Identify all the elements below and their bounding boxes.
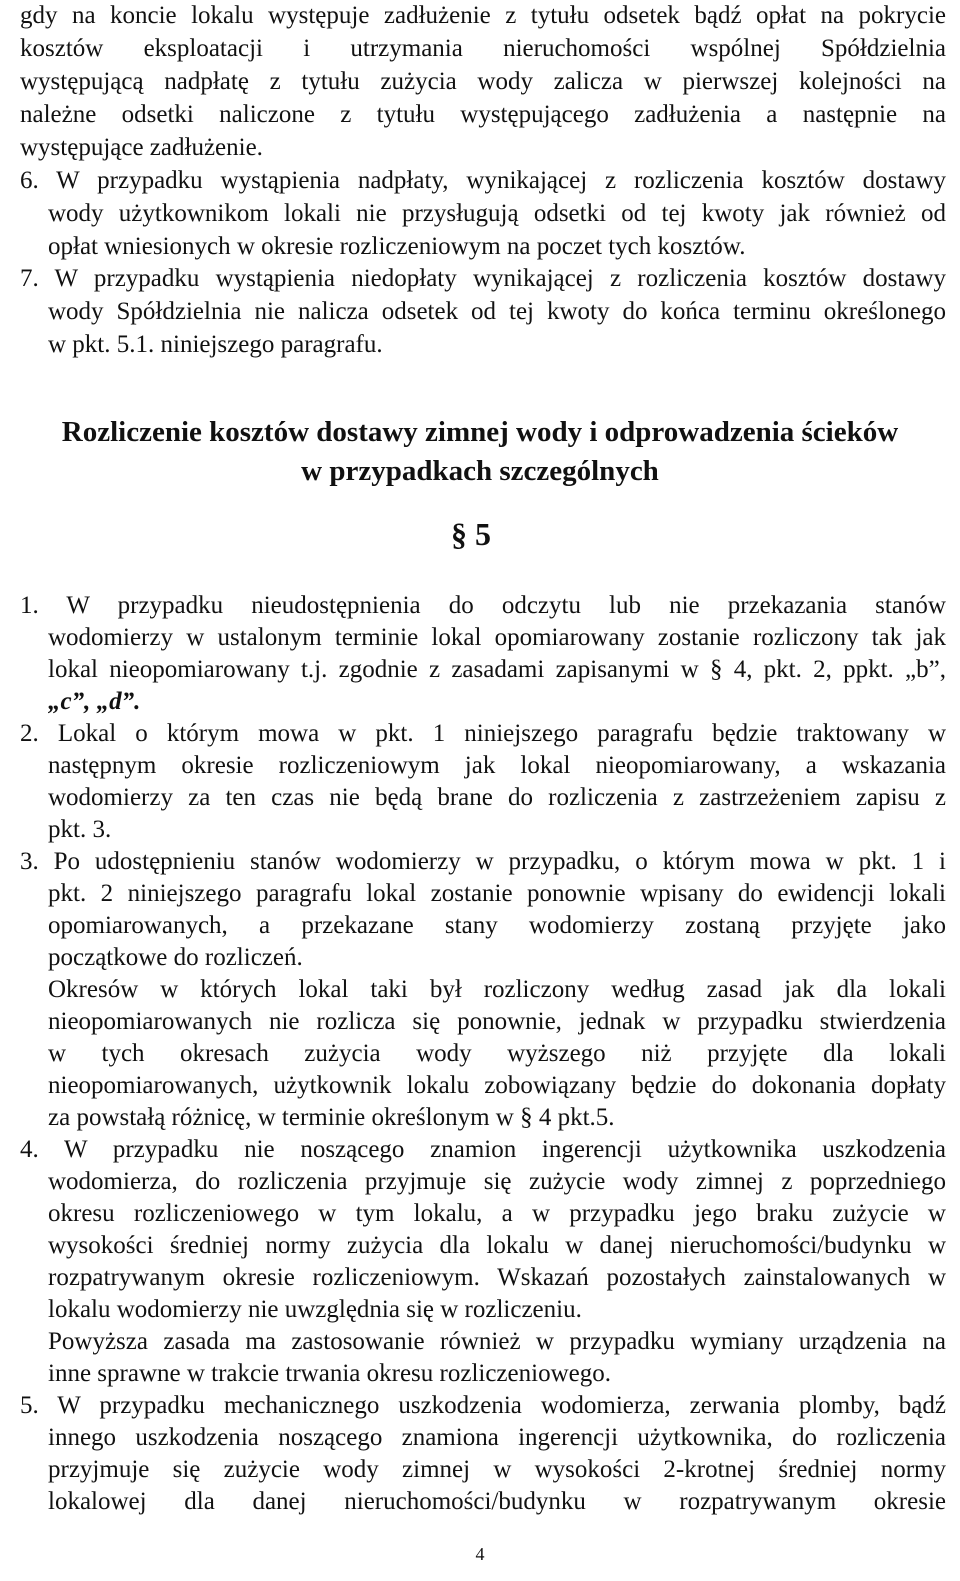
text-line: w tych okresach zużycia wody wyższego niż przyjęte dla lokali xyxy=(48,1040,946,1067)
list-item-2: 2. Lokal o którym mowa w pkt. 1 niniejszego paragrafu będzie traktowany w xyxy=(20,720,946,747)
text-line: wody użytkownikom lokali nie przysługują odsetki od tej kwoty jak również od xyxy=(48,200,946,227)
text-line: początkowe do rozliczeń. xyxy=(48,944,303,971)
list-item-5: 5. W przypadku mechanicznego uszkodzenia wodomierza, zerwania plomby, bądź xyxy=(20,1392,946,1419)
text-line: Powyższa zasada ma zastosowanie również w przypadku wymiany urządzenia na xyxy=(48,1328,946,1355)
text-line: innego uszkodzenia noszącego znamiona ingerencji użytkownika, do rozliczenia xyxy=(48,1424,946,1451)
text-line: rozpatrywanym okresie rozliczeniowym. Wskazań pozostałych zainstalowanych w xyxy=(48,1264,946,1291)
text-line: lokalu wodomierzy nie uwzględnia się w rozliczeniu. xyxy=(48,1296,582,1323)
list-item-6: 6. W przypadku wystąpienia nadpłaty, wynikającej z rozliczenia kosztów dostawy xyxy=(20,167,946,194)
text-line: wodomierza, do rozliczenia przyjmuje się zużycie wody zimnej z poprzedniego xyxy=(48,1168,946,1195)
text-line: za powstałą różnicę, w terminie określonym w § 4 pkt.5. xyxy=(48,1104,615,1131)
text-line: opomiarowanych, a przekazane stany wodomierzy zostaną przyjęte jako xyxy=(48,912,946,939)
text-line: kosztów eksploatacji i utrzymania nieruchomości wspólnej Spółdzielnia xyxy=(20,35,946,62)
text-line: występującą nadpłatę z tytułu zużycia wody zalicza w pierwszej kolejności na xyxy=(20,68,946,95)
section-number: § 5 xyxy=(451,516,491,552)
list-item-1: 1. W przypadku nieudostępnienia do odczytu lub nie przekazania stanów xyxy=(20,592,946,619)
section-heading-line1: Rozliczenie kosztów dostawy zimnej wody i odprowadzenia ścieków xyxy=(61,416,899,448)
text-line: w pkt. 5.1. niniejszego paragrafu. xyxy=(48,331,383,358)
text-line: Okresów w których lokal taki był rozliczony według zasad jak dla lokali xyxy=(48,976,946,1003)
text-line: opłat wniesionych w okresie rozliczeniowym na poczet tych kosztów. xyxy=(48,233,746,260)
list-item-3: 3. Po udostępnieniu stanów wodomierzy w przypadku, o którym mowa w pkt. 1 i xyxy=(20,848,946,875)
text-line: „c”, „d”. xyxy=(48,688,141,715)
text-line: nieopomiarowanych, użytkownik lokalu zobowiązany będzie do dokonania dopłaty xyxy=(48,1072,946,1099)
text-line: lokal nieopomiarowany t.j. zgodnie z zasadami zapisanymi w § 4, pkt. 2, ppkt. „b”, xyxy=(48,656,946,683)
text-line: wodomierzy za ten czas nie będą brane do rozliczenia z zastrzeżeniem zapisu z xyxy=(48,784,946,811)
text-line: lokalowej dla danej nieruchomości/budynku w rozpatrywanym okresie xyxy=(48,1488,946,1515)
text-line: wody Spółdzielnia nie nalicza odsetek od tej kwoty do końca terminu określonego xyxy=(48,298,946,325)
text-line: pkt. 2 niniejszego paragrafu lokal zostanie ponownie wpisany do ewidencji lokali xyxy=(48,880,946,907)
text-line: pkt. 3. xyxy=(48,816,112,843)
text-line: okresu rozliczeniowego w tym lokalu, a w przypadku jego braku zużycie w xyxy=(48,1200,946,1227)
text-line: przyjmuje się zużycie wody zimnej w wysokości 2-krotnej średniej normy xyxy=(48,1456,946,1483)
text-line: następnym okresie rozliczeniowym jak lokal nieopomiarowany, a wskazania xyxy=(48,752,946,779)
text-line: wysokości średniej normy zużycia dla lokalu w danej nieruchomości/budynku w xyxy=(48,1232,946,1259)
text-line: należne odsetki naliczone z tytułu występującego zadłużenia a następnie na xyxy=(20,101,946,128)
text-line: gdy na koncie lokalu występuje zadłużenie z tytułu odsetek bądź opłat na pokrycie xyxy=(20,2,946,29)
text-line: nieopomiarowanych nie rozlicza się ponownie, jednak w przypadku stwierdzenia xyxy=(48,1008,946,1035)
list-item-7: 7. W przypadku wystąpienia niedopłaty wynikającej z rozliczenia kosztów dostawy xyxy=(20,265,946,292)
text-line: wodomierzy w ustalonym terminie lokal opomiarowany zostanie rozliczony tak jak xyxy=(48,624,946,651)
text-line: inne sprawne w trakcie trwania okresu rozliczeniowego. xyxy=(48,1360,611,1387)
page-number: 4 xyxy=(475,1544,485,1564)
list-item-4: 4. W przypadku nie noszącego znamion ingerencji użytkownika uszkodzenia xyxy=(20,1136,946,1163)
section-heading-line2: w przypadkach szczególnych xyxy=(301,455,659,487)
text-line: występujące zadłużenie. xyxy=(20,134,263,161)
